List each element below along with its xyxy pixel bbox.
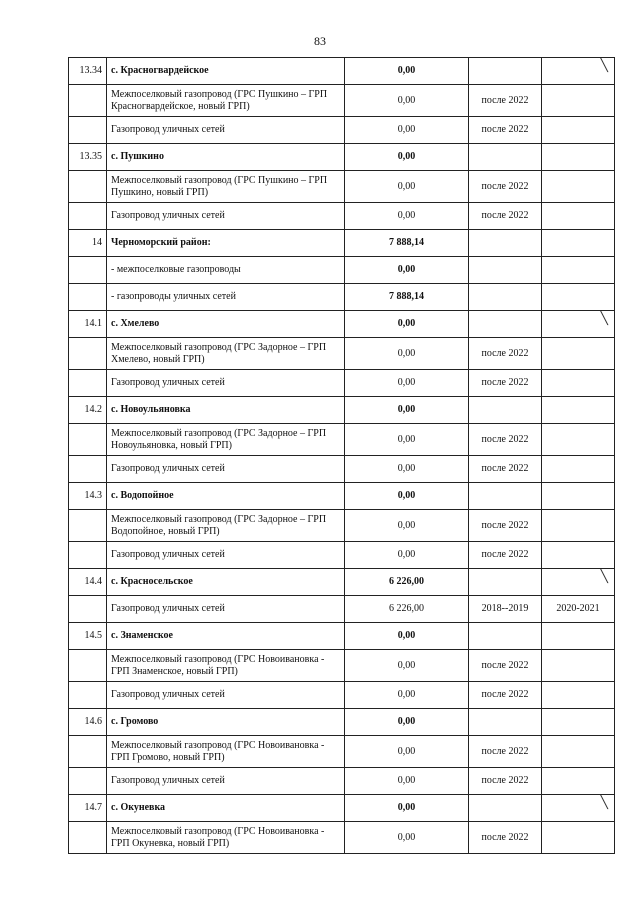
- row-number: [69, 397, 107, 424]
- row-amount: [345, 144, 469, 171]
- table-row: [69, 370, 615, 397]
- row-amount-text: 6 226,00: [389, 603, 424, 614]
- table-row: [69, 230, 615, 257]
- table-row: [69, 456, 615, 483]
- table-row: [69, 58, 615, 85]
- row-extra: [542, 822, 615, 854]
- row-name: [107, 483, 345, 510]
- row-number: [69, 822, 107, 854]
- row-extra: [542, 397, 615, 424]
- row-extra: [542, 483, 615, 510]
- table-row: [69, 596, 615, 623]
- row-amount: [345, 709, 469, 736]
- row-name-text: Межпоселковый газопровод (ГРС Новоивановка - ГРП Громово, новый ГРП): [111, 739, 325, 763]
- row-period: [469, 397, 542, 424]
- row-amount: [345, 822, 469, 854]
- row-name-text: с. Красногвардейское: [111, 65, 209, 76]
- row-number-text: 14.5: [84, 630, 102, 641]
- row-name-text: Межпоселковый газопровод (ГРС Пушкино – ГРП Пушкино, новый ГРП): [111, 174, 328, 198]
- row-amount: [345, 424, 469, 456]
- table-row: [69, 650, 615, 682]
- row-period: [469, 542, 542, 569]
- row-period: [469, 456, 542, 483]
- row-name-text: Межпоселковый газопровод (ГРС Новоивановка - ГРП Знаменское, новый ГРП): [111, 653, 325, 677]
- row-period: [469, 483, 542, 510]
- row-name: [107, 596, 345, 623]
- row-amount: [345, 682, 469, 709]
- row-amount-text: 0,00: [397, 549, 416, 560]
- row-amount: [345, 257, 469, 284]
- row-name-text: с. Знаменское: [111, 630, 173, 641]
- page-number: 83: [314, 34, 326, 48]
- row-extra: [542, 795, 615, 822]
- row-name: [107, 370, 345, 397]
- row-amount: [345, 117, 469, 144]
- handwritten-tick-icon: ╲: [600, 58, 608, 73]
- row-extra: [542, 542, 615, 569]
- row-name: [107, 682, 345, 709]
- row-number: [69, 542, 107, 569]
- row-period: [469, 58, 542, 85]
- row-amount-text: 0,00: [397, 94, 416, 106]
- table-row: [69, 736, 615, 768]
- row-period-text: после 2022: [481, 210, 529, 221]
- row-period: [469, 171, 542, 203]
- row-name-text: - газопроводы уличных сетей: [111, 291, 236, 302]
- row-extra: [542, 203, 615, 230]
- row-amount: [345, 768, 469, 795]
- row-number: [69, 203, 107, 230]
- row-amount: [345, 650, 469, 682]
- row-name: [107, 456, 345, 483]
- row-extra: [542, 456, 615, 483]
- row-amount-text: 0,00: [397, 689, 416, 700]
- row-name: [107, 257, 345, 284]
- row-period: [469, 709, 542, 736]
- row-extra: [542, 569, 615, 596]
- table-row: [69, 144, 615, 171]
- row-amount: [345, 338, 469, 370]
- table-row: [69, 284, 615, 311]
- row-name: [107, 144, 345, 171]
- row-amount-text: 0,00: [397, 775, 416, 786]
- table-row: [69, 171, 615, 203]
- row-period-text: после 2022: [481, 377, 529, 388]
- row-period: [469, 822, 542, 854]
- table-row: [69, 257, 615, 284]
- row-period-text: после 2022: [481, 347, 529, 359]
- row-amount-text: 0,00: [397, 630, 416, 641]
- row-period-text: после 2022: [481, 94, 529, 106]
- handwritten-tick-icon: ╲: [600, 311, 608, 326]
- row-amount-text: 0,00: [397, 716, 416, 727]
- row-period-text: после 2022: [481, 549, 529, 560]
- row-amount-text: 0,00: [397, 65, 416, 76]
- row-amount-text: 7 888,14: [389, 291, 424, 302]
- row-name: [107, 709, 345, 736]
- row-name-text: с. Окуневка: [111, 802, 166, 813]
- row-number: [69, 144, 107, 171]
- row-number-text: 13.34: [79, 65, 102, 76]
- table-row: [69, 795, 615, 822]
- row-extra: [542, 709, 615, 736]
- table-row: [69, 822, 615, 854]
- row-amount: [345, 58, 469, 85]
- table-row: [69, 768, 615, 795]
- table-row: [69, 85, 615, 117]
- row-extra: [542, 650, 615, 682]
- row-extra: [542, 768, 615, 795]
- row-name: [107, 338, 345, 370]
- row-extra: [542, 230, 615, 257]
- row-period-text: 2018--2019: [481, 603, 529, 614]
- row-name-text: Межпоселковый газопровод (ГРС Задорное – ГРП Водопойное, новый ГРП): [111, 513, 327, 537]
- table-row: [69, 311, 615, 338]
- row-period: [469, 284, 542, 311]
- row-extra: [542, 284, 615, 311]
- row-period: [469, 650, 542, 682]
- row-amount: [345, 795, 469, 822]
- row-number: [69, 768, 107, 795]
- row-extra: [542, 85, 615, 117]
- row-extra: [542, 144, 615, 171]
- row-name: [107, 569, 345, 596]
- row-period: [469, 203, 542, 230]
- row-number-text: 14.3: [84, 490, 102, 501]
- row-period: [469, 569, 542, 596]
- row-name: [107, 650, 345, 682]
- row-number-text: 14.1: [84, 318, 102, 329]
- row-number: [69, 117, 107, 144]
- row-amount-text: 0,00: [397, 831, 416, 843]
- row-number: [69, 795, 107, 822]
- row-amount: [345, 736, 469, 768]
- table-row: [69, 203, 615, 230]
- row-extra: [542, 682, 615, 709]
- row-period-text: после 2022: [481, 463, 529, 474]
- row-number: [69, 623, 107, 650]
- row-period-text: после 2022: [481, 831, 529, 843]
- row-period: [469, 85, 542, 117]
- row-extra: [542, 117, 615, 144]
- row-period: [469, 338, 542, 370]
- row-name-text: Межпоселковый газопровод (ГРС Пушкино – ГРП Красногвардейское, новый ГРП): [111, 88, 328, 112]
- row-number: [69, 338, 107, 370]
- row-extra: [542, 596, 615, 623]
- row-extra: [542, 424, 615, 456]
- row-name-text: Газопровод уличных сетей: [111, 549, 225, 560]
- row-number-text: 14.6: [84, 716, 102, 727]
- row-period-text: после 2022: [481, 519, 529, 531]
- row-name-text: с. Пушкино: [111, 151, 164, 162]
- row-amount-text: 0,00: [397, 347, 416, 359]
- row-amount-text: 0,00: [397, 404, 416, 415]
- row-amount-text: 0,00: [397, 745, 416, 757]
- row-name-text: Межпоселковый газопровод (ГРС Новоивановка - ГРП Окуневка, новый ГРП): [111, 825, 325, 849]
- handwritten-tick-icon: ╲: [600, 569, 608, 584]
- row-extra: [542, 736, 615, 768]
- row-period: [469, 795, 542, 822]
- row-amount: [345, 483, 469, 510]
- row-amount-text: 0,00: [397, 210, 416, 221]
- row-name: [107, 736, 345, 768]
- row-name: [107, 623, 345, 650]
- row-name: [107, 795, 345, 822]
- table-row: [69, 483, 615, 510]
- row-amount-text: 0,00: [397, 318, 416, 329]
- row-amount: [345, 456, 469, 483]
- row-name: [107, 424, 345, 456]
- table-body: [69, 58, 615, 854]
- row-name: [107, 284, 345, 311]
- row-name-text: Газопровод уличных сетей: [111, 775, 225, 786]
- row-name-text: Газопровод уличных сетей: [111, 689, 225, 700]
- row-extra: [542, 370, 615, 397]
- row-extra: [542, 338, 615, 370]
- row-amount-text: 0,00: [397, 490, 416, 501]
- row-name: [107, 58, 345, 85]
- row-number: [69, 736, 107, 768]
- row-period-text: после 2022: [481, 180, 529, 192]
- row-number: [69, 311, 107, 338]
- row-period: [469, 144, 542, 171]
- row-amount: [345, 85, 469, 117]
- row-name-text: Газопровод уличных сетей: [111, 377, 225, 388]
- row-amount-text: 7 888,14: [389, 237, 424, 248]
- row-name-text: Газопровод уличных сетей: [111, 603, 225, 614]
- row-extra: [542, 510, 615, 542]
- table-row: [69, 709, 615, 736]
- row-amount: [345, 171, 469, 203]
- row-number: [69, 230, 107, 257]
- row-number-text: 14.7: [84, 802, 102, 813]
- gas-pipeline-table: [68, 57, 615, 854]
- row-extra: [542, 257, 615, 284]
- row-extra: [542, 311, 615, 338]
- row-number: [69, 510, 107, 542]
- row-name-text: с. Громово: [111, 716, 159, 727]
- row-name: [107, 510, 345, 542]
- table-row: [69, 569, 615, 596]
- row-amount-text: 0,00: [397, 151, 416, 162]
- row-number: [69, 171, 107, 203]
- row-amount: [345, 397, 469, 424]
- row-name: [107, 311, 345, 338]
- row-number-text: 14.2: [84, 404, 102, 415]
- row-name-text: с. Водопойное: [111, 490, 174, 501]
- row-number-text: 14.4: [84, 576, 102, 587]
- row-period: [469, 510, 542, 542]
- row-period: [469, 117, 542, 144]
- row-period: [469, 311, 542, 338]
- row-number: [69, 682, 107, 709]
- row-amount: [345, 284, 469, 311]
- row-period-text: после 2022: [481, 433, 529, 445]
- row-period: [469, 682, 542, 709]
- row-name: [107, 822, 345, 854]
- row-amount-text: 0,00: [397, 519, 416, 531]
- row-number: [69, 58, 107, 85]
- row-number: [69, 596, 107, 623]
- row-period: [469, 623, 542, 650]
- row-amount: [345, 542, 469, 569]
- row-period: [469, 257, 542, 284]
- row-period: [469, 736, 542, 768]
- table-row: [69, 338, 615, 370]
- row-period: [469, 424, 542, 456]
- row-name: [107, 397, 345, 424]
- row-period-text: после 2022: [481, 659, 529, 671]
- row-period-text: после 2022: [481, 124, 529, 135]
- row-extra: [542, 623, 615, 650]
- row-period: [469, 768, 542, 795]
- table-row: [69, 117, 615, 144]
- row-extra: [542, 171, 615, 203]
- table-row: [69, 397, 615, 424]
- row-amount-text: 0,00: [397, 463, 416, 474]
- row-number: [69, 483, 107, 510]
- row-amount: [345, 311, 469, 338]
- row-amount-text: 0,00: [397, 124, 416, 135]
- handwritten-tick-icon: ╲: [600, 795, 608, 810]
- row-name-text: Межпоселковый газопровод (ГРС Задорное – ГРП Хмелево, новый ГРП): [111, 341, 327, 365]
- row-number: [69, 85, 107, 117]
- row-period-text: после 2022: [481, 689, 529, 700]
- row-name: [107, 542, 345, 569]
- row-period-text: после 2022: [481, 745, 529, 757]
- row-name: [107, 85, 345, 117]
- row-extra: [542, 58, 615, 85]
- row-period: [469, 230, 542, 257]
- table-row: [69, 424, 615, 456]
- row-number: [69, 709, 107, 736]
- row-number: [69, 370, 107, 397]
- row-number: [69, 257, 107, 284]
- row-name-text: Газопровод уличных сетей: [111, 210, 225, 221]
- row-name: [107, 171, 345, 203]
- row-name-text: Межпоселковый газопровод (ГРС Задорное – ГРП Новоульяновка, новый ГРП): [111, 427, 327, 451]
- table-row: [69, 623, 615, 650]
- row-amount: [345, 203, 469, 230]
- row-amount-text: 0,00: [397, 802, 416, 813]
- row-amount-text: 0,00: [397, 180, 416, 192]
- row-number-text: 13.35: [79, 151, 102, 162]
- table-row: [69, 542, 615, 569]
- row-period: [469, 596, 542, 623]
- row-name: [107, 203, 345, 230]
- row-amount: [345, 230, 469, 257]
- row-name: [107, 117, 345, 144]
- row-name: [107, 230, 345, 257]
- row-extra-text: 2020-2021: [556, 603, 600, 614]
- row-amount-text: 0,00: [397, 264, 416, 275]
- table-row: [69, 510, 615, 542]
- row-number: [69, 456, 107, 483]
- row-name-text: Газопровод уличных сетей: [111, 124, 225, 135]
- row-number-text: 14: [92, 237, 102, 248]
- row-number: [69, 284, 107, 311]
- row-amount: [345, 623, 469, 650]
- row-number: [69, 569, 107, 596]
- row-amount-text: 0,00: [397, 377, 416, 388]
- row-name: [107, 768, 345, 795]
- row-name-text: с. Новоульяновка: [111, 404, 191, 415]
- row-amount-text: 0,00: [397, 433, 416, 445]
- table-row: [69, 682, 615, 709]
- row-amount: [345, 569, 469, 596]
- row-name-text: с. Хмелево: [111, 318, 160, 329]
- row-amount: [345, 510, 469, 542]
- row-number: [69, 650, 107, 682]
- row-number: [69, 424, 107, 456]
- row-amount-text: 0,00: [397, 659, 416, 671]
- row-name-text: с. Красносельское: [111, 576, 193, 587]
- row-period: [469, 370, 542, 397]
- row-name-text: - межпоселковые газопроводы: [111, 264, 241, 275]
- row-amount: [345, 370, 469, 397]
- row-amount-text: 6 226,00: [389, 576, 424, 587]
- row-period-text: после 2022: [481, 775, 529, 786]
- row-amount: [345, 596, 469, 623]
- row-name-text: Черноморский район:: [111, 237, 211, 248]
- row-name-text: Газопровод уличных сетей: [111, 463, 225, 474]
